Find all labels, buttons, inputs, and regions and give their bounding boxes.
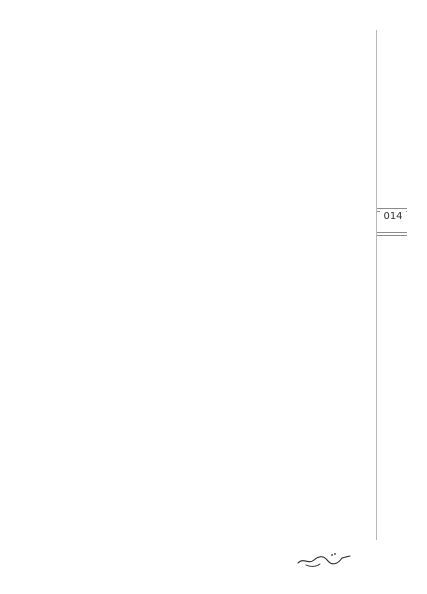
paragraph-right-3 (204, 65, 366, 76)
right-text-column (204, 44, 366, 520)
paragraph-left-3 (30, 65, 192, 76)
left-text-column (30, 44, 192, 520)
paragraph-left-5 (30, 86, 192, 97)
signature-mark (294, 548, 354, 570)
paragraph-right-6 (204, 97, 366, 108)
paragraph-left-4 (30, 76, 192, 87)
margin-rule (376, 30, 377, 540)
page-number: 014 (380, 211, 406, 223)
paragraph-right-2 (204, 55, 366, 66)
paragraph-left-6 (30, 97, 192, 108)
paragraph-right-8 (204, 118, 366, 129)
paragraph-right-1 (204, 44, 366, 55)
paragraph-left-9 (30, 129, 192, 140)
paragraph-left-2 (30, 55, 192, 66)
paragraph-left-8 (30, 118, 192, 129)
paragraph-left-1 (30, 44, 192, 55)
paragraph-right-4 (204, 76, 366, 87)
paragraph-right-7 (204, 108, 366, 119)
paragraph-right-5 (204, 86, 366, 97)
paragraph-left-7 (30, 108, 192, 119)
